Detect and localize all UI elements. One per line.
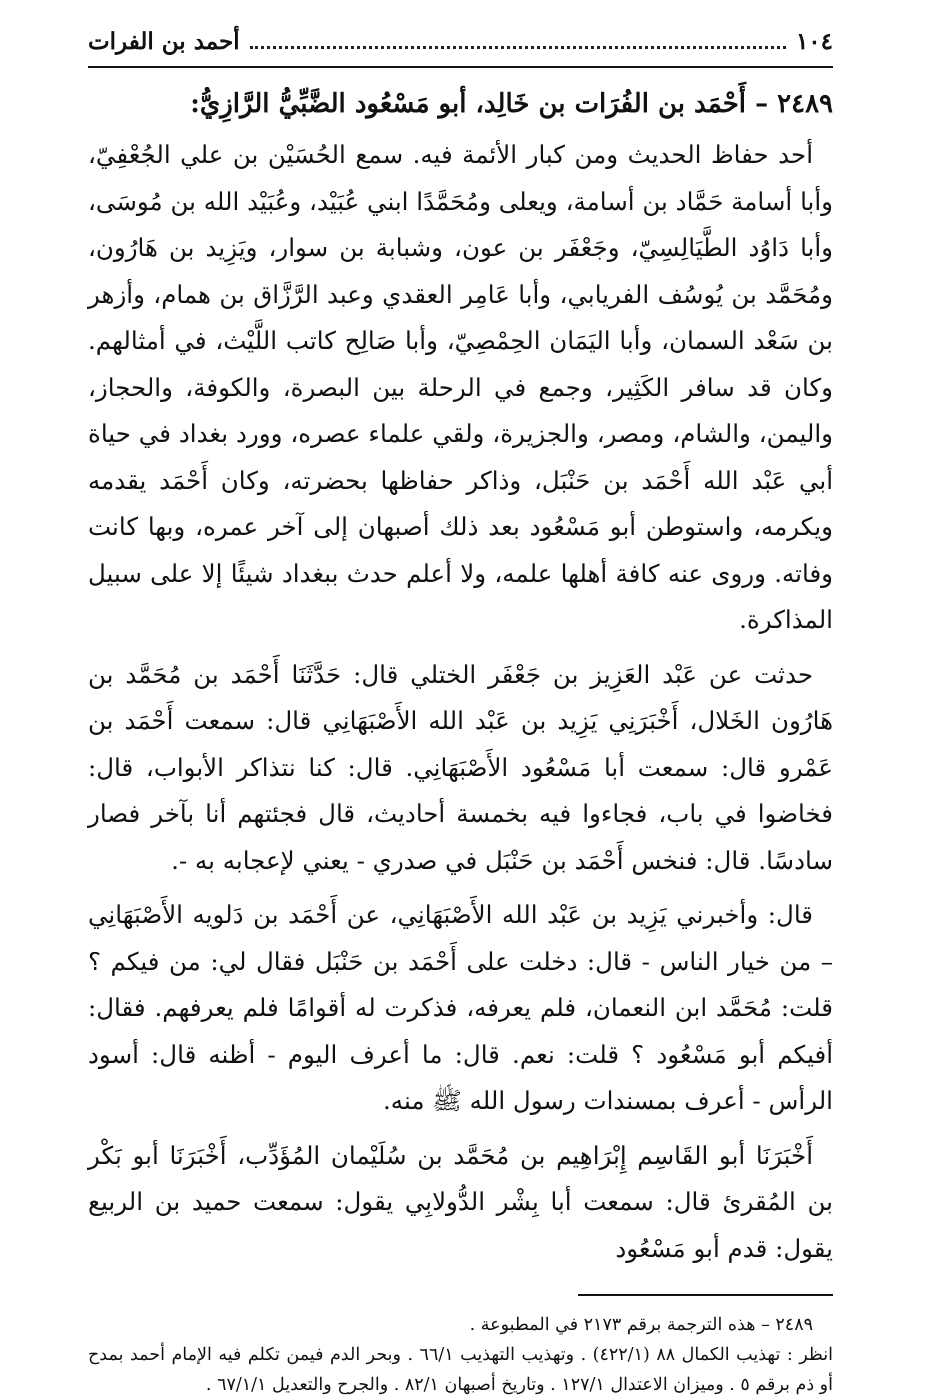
body-paragraph: أَخْبَرَنَا أبو القَاسِم إِبْرَاهِيم بن مُحَمَّد بن سُلَيْمان المُؤَدِّب، أَخْبَرَنَا أبو بَكْر بن المُقرئ قال: سمعت أبا بِشْر الدُّولابِي يقول: سمعت حميد بن الربيع يقول: قدم أبو مَسْعُود <box>88 1140 833 1263</box>
book-page <box>88 28 833 1400</box>
footnotes <box>88 1310 833 1400</box>
entry-title: ٢٤٨٩ – أَحْمَد بن الفُرَات بن خَالِد، أبو مَسْعُود الضَّبِّيُّ الرَّازِيُّ: <box>190 89 833 119</box>
body-paragraph: قال: وأخبرني يَزِيد بن عَبْد الله الأَصْبَهَانِي، عن أَحْمَد بن دَلويه الأَصْبَهَانِي – من خيار الناس - قال: دخلت على أَحْمَد بن حَنْبَل فقال لي: من فيكم ؟ قلت: مُحَمَّد ابن النعمان، فلم يعرفه، فذكرت له أقوامًا فلم يعرفهم. فقال: أفيكم أبو مَسْعُود ؟ قلت: نعم. قال: ما أعرف اليوم - أظنه قال: أسود الرأس - أعرف بمسندات رسول الله ﷺ منه. <box>88 900 833 1115</box>
running-header <box>88 28 833 68</box>
running-title: أحمد بن الفرات <box>88 28 240 55</box>
header-dotted-leader <box>250 32 786 49</box>
footnote-item: ٢٤٨٩ – هذه الترجمة برقم ٢١٧٣ في المطبوعة . <box>469 1315 813 1335</box>
body-paragraph: حدثت عن عَبْد العَزِيز بن جَعْفَر الختلي قال: حَدَّثَنَا أَحْمَد بن مُحَمَّد بن هَارُون الخَلال، أَخْبَرَنِي يَزِيد بن عَبْد الله الأَصْبَهَانِي قال: سمعت أَحْمَد بن عَمْرو قال: سمعت أبا مَسْعُود الأَصْبَهَانِي. قال: كنا نتذاكر الأبواب، قال: فخاضوا في باب، فجاءوا فيه بخمسة أحاديث، قال فجئتهم أنا بآخر فصار سادسًا. قال: فنخس أَحْمَد بن حَنْبَل في صدري - يعني لإعجابه به -. <box>88 659 833 875</box>
footnote-separator <box>578 1294 833 1296</box>
footnote-item: انظر : تهذيب الكمال ٨٨ (٤٢٢/١) . وتهذيب التهذيب ٦٦/١ . وبحر الدم فيمن تكلم فيه الإمام أحمد بمدح أو ذم برقم ٥ . وميزان الاعتدال ١٢٧/١ . وتاريخ أصبهان ٨٢/١ . والجرح والتعديل ٦٧/١/١ . <box>88 1345 834 1395</box>
body-paragraph: أحد حفاظ الحديث ومن كبار الأئمة فيه. سمع الحُسَيْن بن علي الجُعْفِيّ، وأبا أسامة حَمَّاد بن أسامة، ويعلى ومُحَمَّدًا ابني عُبَيْد، وعُبَيْد الله بن مُوسَى، وأبا دَاوُد الطَّيَالِسِيّ، وجَعْفَر بن عون، وشبابة بن سوار، ويَزِيد بن هَارُون، ومُحَمَّد بن يُوسُف الفريابي، وأبا عَامِر العقدي وعبد الرَّزَّاق بن همام، وأزهر بن سَعْد السمان، وأبا اليَمَان الحِمْصِيّ، وأبا صَالِح كاتب اللَّيْث، في أمثالهم. وكان قد سافر الكَثِير، وجمع في الرحلة بين البصرة، والكوفة، والحجاز، واليمن، والشام، ومصر، والجزيرة، ولقي علماء عصره، وورد بغداد في حياة أبي عَبْد الله أَحْمَد بن حَنْبَل، وذاكر حفاظها بحضرته، وكان أَحْمَد يقدمه ويكرمه، واستوطن أبو مَسْعُود بعد ذلك أصبهان إلى آخر عمره، وبها كانت وفاته. وروى عنه كافة أهلها علمه، ولا أعلم حدث ببغداد شيئًا إلا على سبيل المذاكرة. <box>88 140 833 634</box>
page-number: ١٠٤ <box>795 28 833 55</box>
